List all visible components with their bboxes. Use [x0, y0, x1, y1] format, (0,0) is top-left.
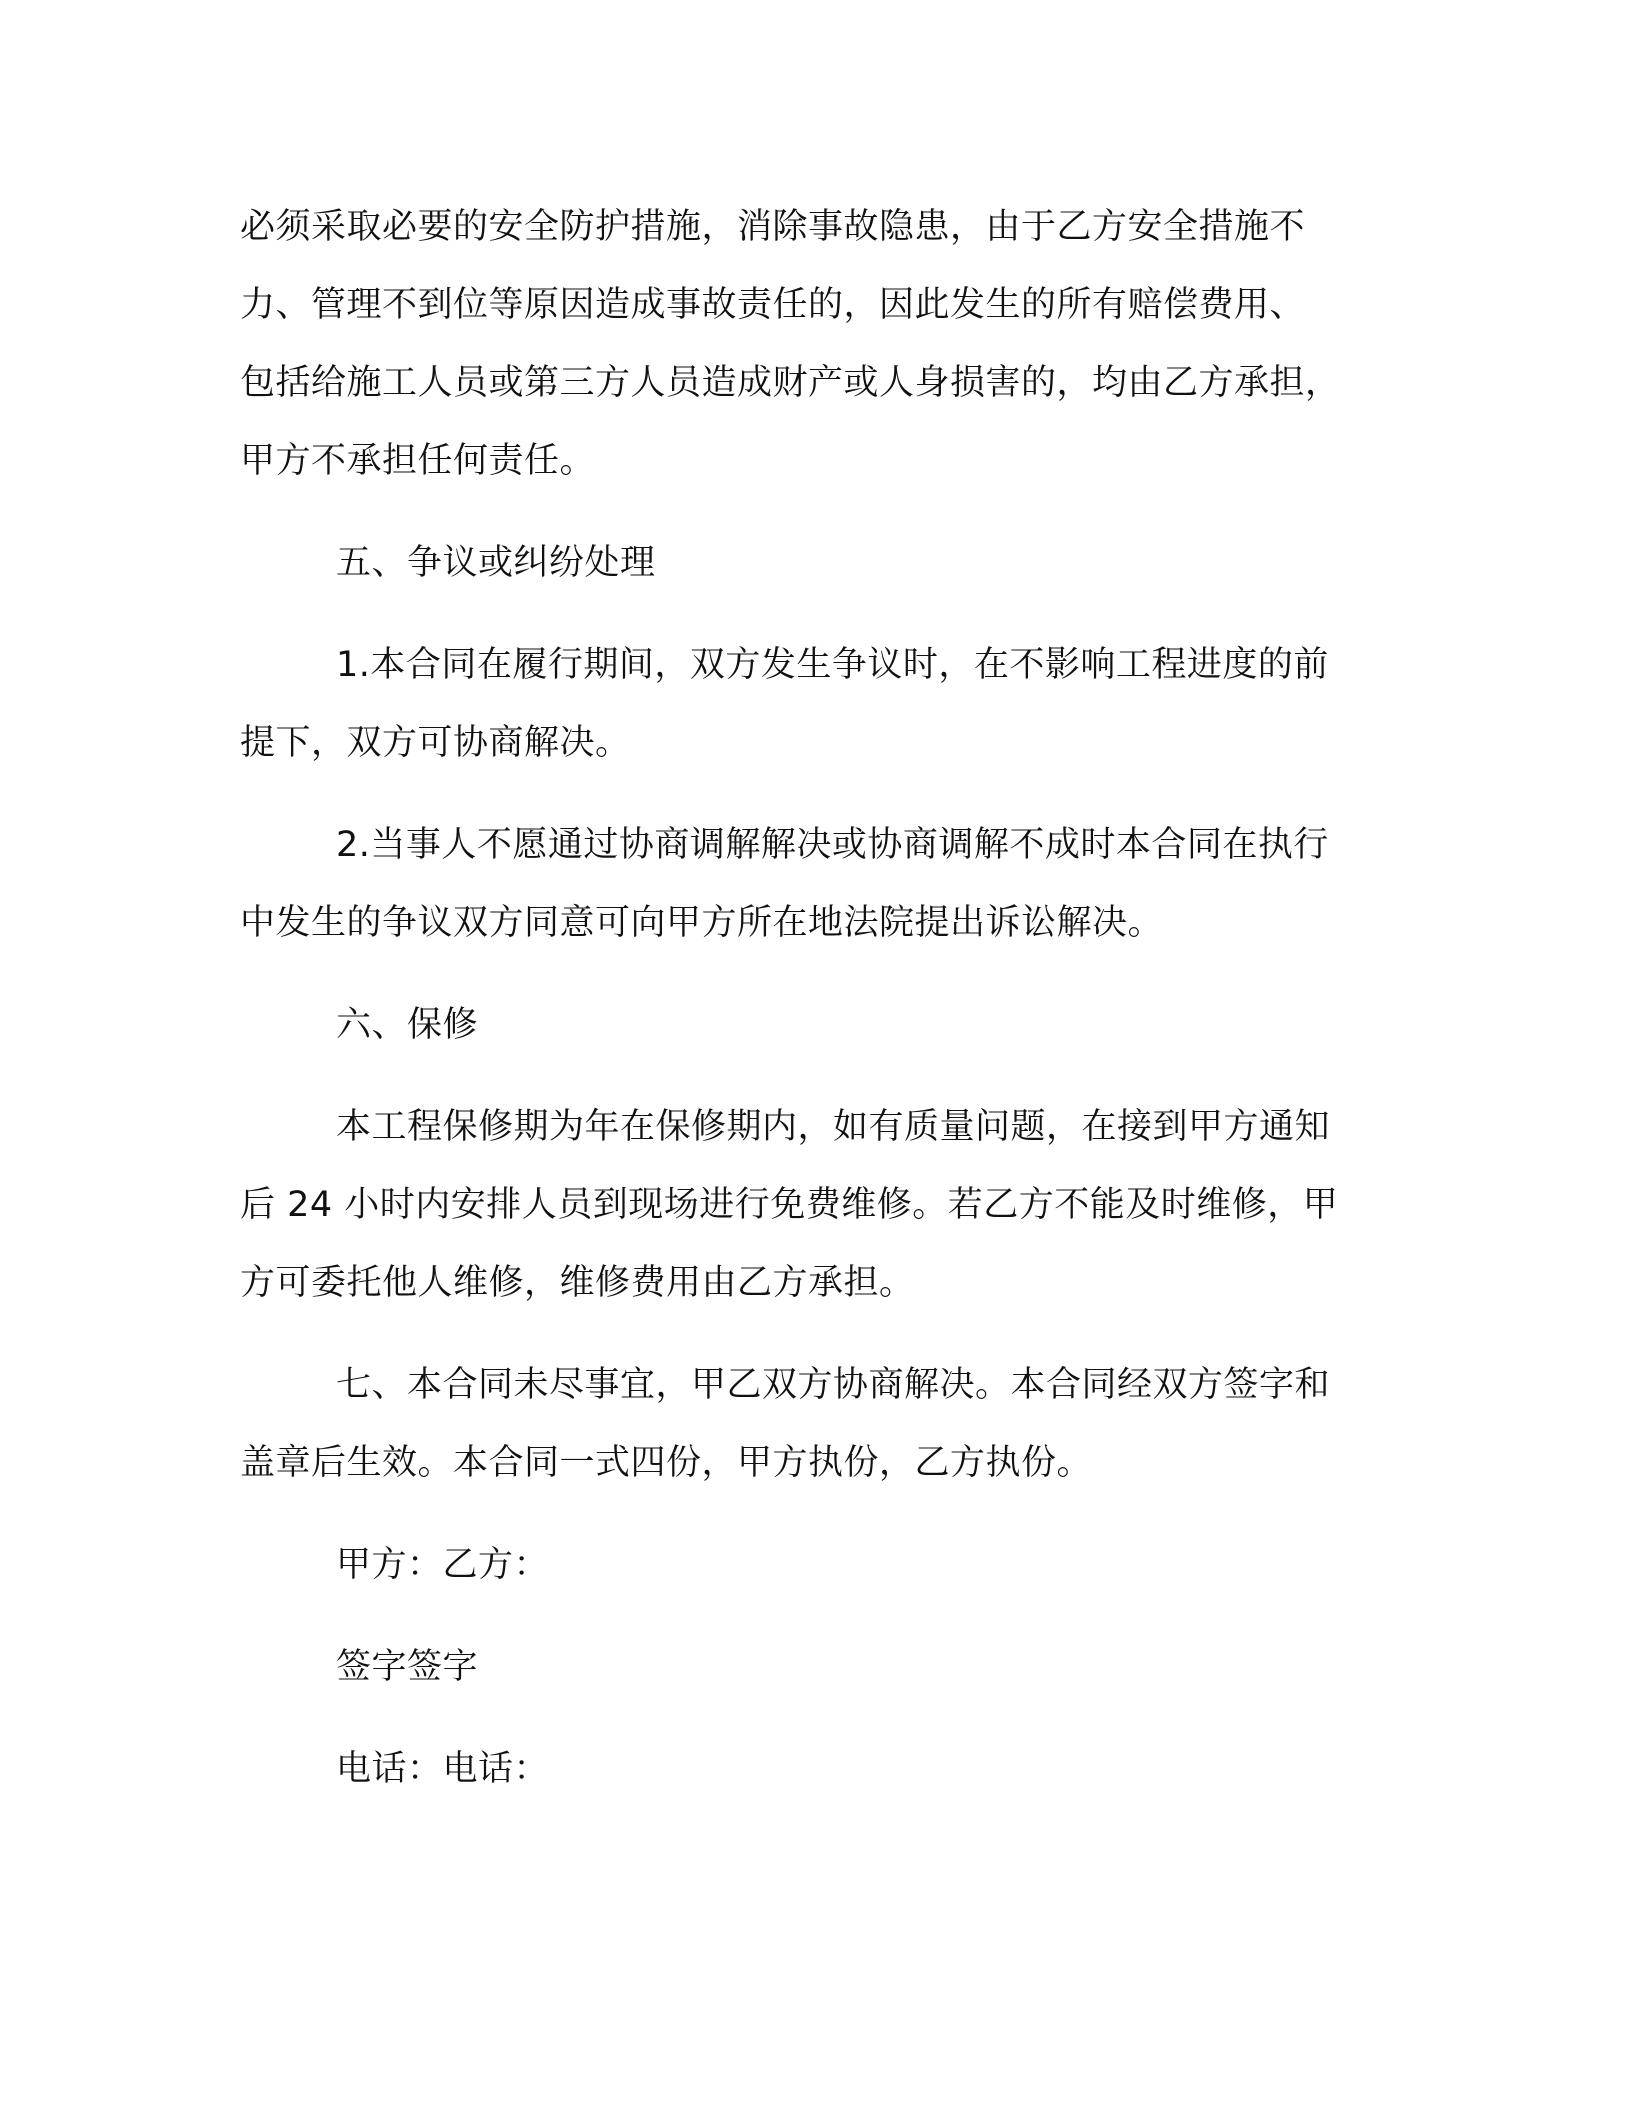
text-line: 签字签字 [336, 1647, 479, 1687]
paragraph-gap [240, 602, 1380, 626]
text-line: 提下，双方可协商解决。 [240, 723, 631, 763]
paragraph-gap [240, 1604, 1380, 1628]
signature-sign [240, 1628, 1380, 1706]
text-line: 1.本合同在履行期间，双方发生争议时，在不影响工程进度的前 [336, 645, 1329, 685]
document-body [240, 188, 1380, 1808]
text-line: 电话：电话： [336, 1749, 550, 1789]
text-line: 方可委托他人维修，维修费用由乙方承担。 [240, 1263, 915, 1303]
paragraph-gap [240, 1064, 1380, 1088]
signature-phone [240, 1730, 1380, 1808]
paragraph-gap [240, 1502, 1380, 1526]
text-line: 甲方：乙方： [336, 1545, 550, 1585]
text-line: 后 24 小时内安排人员到现场进行免费维修。若乙方不能及时维修，甲 [240, 1185, 1339, 1225]
paragraph-gap [240, 500, 1380, 524]
paragraph-dispute-1 [240, 626, 1380, 782]
section-heading-dispute [240, 524, 1380, 602]
text-line: 包括给施工人员或第三方人员造成财产或人身损害的，均由乙方承担， [240, 363, 1341, 403]
signature-parties [240, 1526, 1380, 1604]
paragraph-gap [240, 1706, 1380, 1730]
text-line: 中发生的争议双方同意可向甲方所在地法院提出诉讼解决。 [240, 903, 1164, 943]
paragraph-dispute-2 [240, 806, 1380, 962]
text-line: 必须采取必要的安全防护措施，消除事故隐患，由于乙方安全措施不 [240, 207, 1306, 247]
paragraph-gap [240, 962, 1380, 986]
text-line: 盖章后生效。本合同一式四份，甲方执份，乙方执份。 [240, 1443, 1093, 1483]
text-line: 力、管理不到位等原因造成事故责任的，因此发生的所有赔偿费用、 [240, 285, 1306, 325]
text-line: 本工程保修期为年在保修期内，如有质量问题，在接到甲方通知 [336, 1107, 1331, 1147]
heading-text: 五、争议或纠纷处理 [336, 543, 656, 583]
text-line: 甲方不承担任何责任。 [240, 441, 596, 481]
heading-text: 六、保修 [336, 1005, 479, 1045]
paragraph-gap [240, 782, 1380, 806]
paragraph-safety-liability [240, 188, 1380, 500]
text-line: 2.当事人不愿通过协商调解解决或协商调解不成时本合同在执行 [336, 825, 1329, 865]
paragraph-misc-terms [240, 1346, 1380, 1502]
paragraph-gap [240, 1322, 1380, 1346]
section-heading-warranty [240, 986, 1380, 1064]
text-line: 七、本合同未尽事宜，甲乙双方协商解决。本合同经双方签字和 [336, 1365, 1331, 1405]
paragraph-warranty [240, 1088, 1380, 1322]
